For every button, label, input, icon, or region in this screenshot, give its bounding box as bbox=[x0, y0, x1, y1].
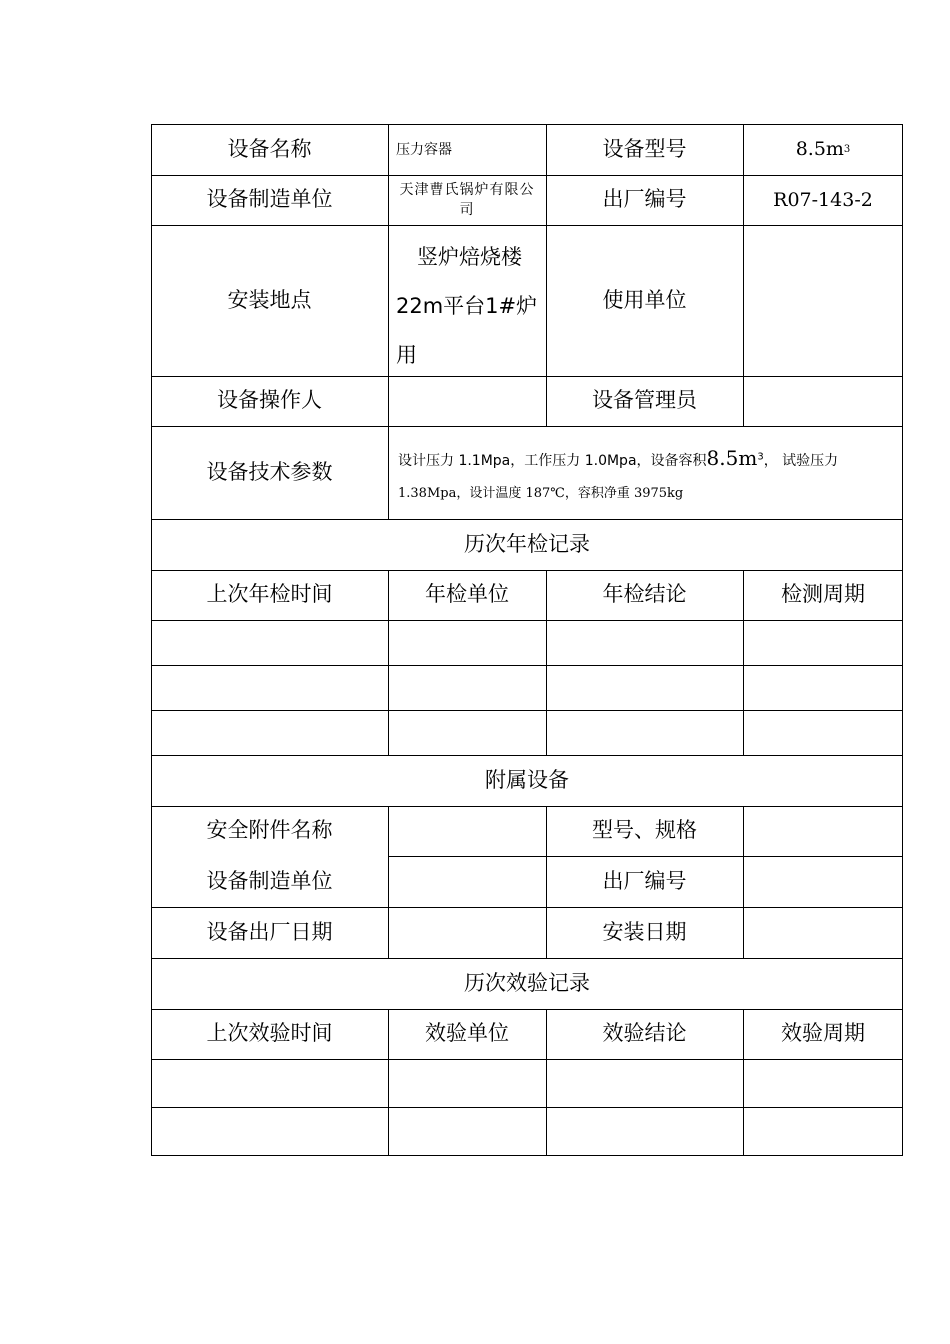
calibration-header-conclusion: 效验结论 bbox=[602, 1021, 687, 1046]
grid-line bbox=[151, 519, 903, 520]
annual-section-title: 历次年检记录 bbox=[464, 531, 590, 556]
grid-line bbox=[151, 1059, 903, 1060]
device-model-label: 设备型号 bbox=[602, 136, 687, 161]
grid-line bbox=[743, 1009, 744, 1156]
grid-line bbox=[151, 124, 152, 1156]
install-date-label: 安装日期 bbox=[602, 919, 687, 944]
grid-line bbox=[902, 124, 903, 1156]
grid-line bbox=[388, 1009, 389, 1156]
grid-line bbox=[388, 806, 389, 958]
grid-line bbox=[151, 710, 903, 711]
grid-line bbox=[151, 175, 903, 176]
grid-line bbox=[151, 1155, 903, 1156]
grid-line bbox=[546, 806, 547, 958]
accessory-manufacturer-label: 设备制造单位 bbox=[206, 868, 333, 893]
factory-date-label: 设备出厂日期 bbox=[206, 919, 333, 944]
annual-header-unit: 年检单位 bbox=[425, 582, 509, 607]
grid-line bbox=[151, 958, 903, 959]
calibration-header-cycle: 效验周期 bbox=[781, 1021, 865, 1046]
factory-no-value: R07-143-2 bbox=[773, 188, 873, 211]
grid-line bbox=[388, 570, 389, 755]
grid-line bbox=[151, 755, 903, 756]
device-model-value: 8.5m 3 bbox=[795, 138, 851, 161]
annual-header-time: 上次年检时间 bbox=[206, 582, 333, 607]
accessory-section-title: 附属设备 bbox=[485, 767, 569, 792]
device-name-label: 设备名称 bbox=[227, 136, 312, 161]
grid-line bbox=[151, 124, 903, 125]
annual-header-conclusion: 年检结论 bbox=[602, 582, 687, 607]
grid-line bbox=[743, 124, 744, 426]
annual-header-cycle: 检测周期 bbox=[781, 582, 865, 607]
table-row bbox=[151, 620, 903, 665]
grid-line bbox=[151, 426, 903, 427]
install-location-label: 安装地点 bbox=[227, 287, 312, 312]
admin-label: 设备管理员 bbox=[592, 388, 697, 413]
calibration-section-title: 历次效验记录 bbox=[464, 970, 590, 995]
safety-accessory-name-label: 安全附件名称 bbox=[206, 818, 333, 843]
grid-line bbox=[546, 124, 547, 426]
install-location-value: 竖炉焙烧楼22m平台1#炉用 bbox=[396, 245, 538, 367]
grid-line bbox=[151, 225, 903, 226]
grid-line bbox=[743, 570, 744, 755]
grid-line bbox=[743, 806, 744, 958]
grid-line bbox=[151, 1107, 903, 1108]
table-row bbox=[151, 1107, 903, 1155]
equipment-record-form bbox=[151, 124, 903, 1156]
user-unit-label: 使用单位 bbox=[602, 287, 687, 312]
grid-line bbox=[388, 856, 903, 857]
user-unit-value bbox=[743, 225, 903, 376]
table-row bbox=[151, 665, 903, 710]
calibration-header-unit: 效验单位 bbox=[425, 1021, 509, 1046]
grid-line bbox=[151, 665, 903, 666]
tech-params-label: 设备技术参数 bbox=[206, 459, 333, 484]
grid-line bbox=[151, 907, 903, 908]
grid-line bbox=[546, 570, 547, 755]
table-row bbox=[151, 710, 903, 755]
calibration-header-time: 上次效验时间 bbox=[206, 1021, 333, 1046]
grid-line bbox=[151, 620, 903, 621]
grid-line bbox=[546, 1009, 547, 1156]
table-row bbox=[151, 1059, 903, 1107]
manufacturer-label: 设备制造单位 bbox=[206, 187, 333, 212]
admin-value bbox=[743, 376, 903, 426]
operator-value bbox=[388, 376, 546, 426]
accessory-factory-no-label: 出厂编号 bbox=[602, 868, 687, 893]
grid-line bbox=[151, 376, 903, 377]
grid-line bbox=[151, 806, 903, 807]
tech-params-value: 设计压力 1.1Mpa，工作压力 1.0Mpa，设备容积$8.5m^3$， 试验压力 1.38Mpa，设计温度 187℃，容积净重 3975kg bbox=[398, 446, 839, 501]
grid-line bbox=[388, 124, 389, 519]
grid-line bbox=[151, 570, 903, 571]
device-name-value: 压力容器 bbox=[396, 141, 452, 158]
factory-no-label: 出厂编号 bbox=[602, 187, 687, 212]
model-spec-label: 型号、规格 bbox=[592, 818, 697, 843]
operator-label: 设备操作人 bbox=[217, 388, 322, 413]
manufacturer-value: 天津曹氏锅炉有限公司 bbox=[399, 182, 535, 218]
grid-line bbox=[151, 1009, 903, 1010]
